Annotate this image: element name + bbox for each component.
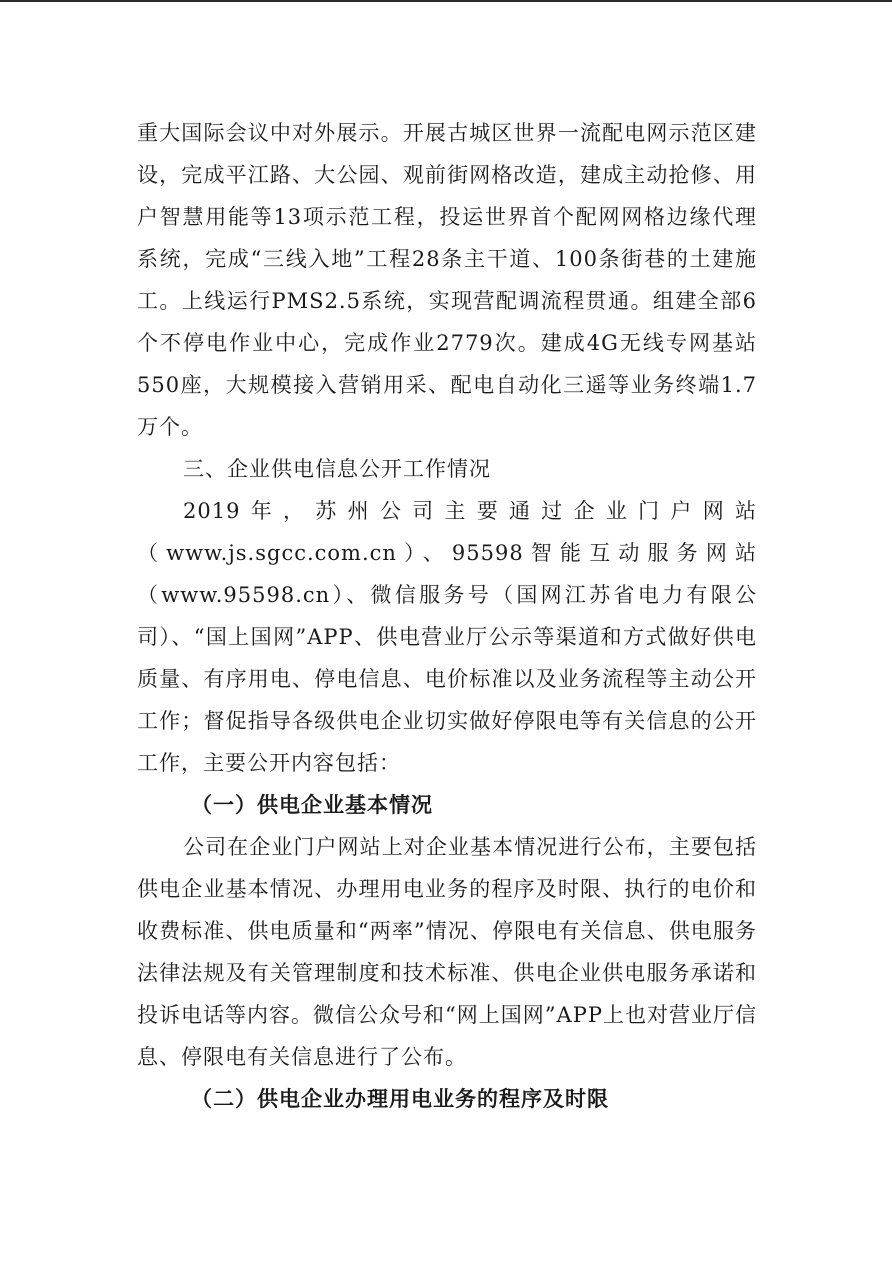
subheading-business-procedures: （二）供电企业办理用电业务的程序及时限 bbox=[191, 1086, 609, 1111]
section-heading-3: 三、企业供电信息公开工作情况 bbox=[183, 457, 491, 481]
body-paragraph-basic-info: 公司在企业门户网站上对企业基本情况进行公布，主要包括供电企业基本情况、办理用电业务的程序及时限、执行的电价和收费标准、供电质量和“两率”情况、停限电有关信息、供电服务法律法规及有关管理制度和技术标准、供电企业供电服务承诺和投诉电话等内容。微信公众号和“网上国网”APP上也对营业厅信息、停限电有关信息进行了公布。 bbox=[137, 835, 757, 1069]
document-page bbox=[137, 112, 757, 1120]
body-paragraph-disclosure-channels: 2019年，苏州公司主要通过企业门户网站（www.js.sgcc.com.cn）、95598智能互动服务网站（www.95598.cn）、微信服务号（国网江苏省电力有限公司）、“国上国网”APP、供电营业厅公示等渠道和方式做好供电质量、有序用电、停电信息、电价标准以及业务流程等主动公开工作；督促指导各级供电企业切实做好停限电等有关信息的公开工作，主要公开内容包括： bbox=[137, 499, 757, 775]
page-top-border bbox=[0, 0, 892, 2]
body-paragraph-continued: 重大国际会议中对外展示。开展古城区世界一流配电网示范区建设，完成平江路、大公园、观前街网格改造，建成主动抢修、用户智慧用能等13项示范工程，投运世界首个配网网格边缘代理系统，完成“三线入地”工程28条主干道、100条街巷的土建施工。上线运行PMS2.5系统，实现营配调流程贯通。组建全部6个不停电作业中心，完成作业2779次。建成4G无线专网基站550座，大规模接入营销用采、配电自动化三遥等业务终端1.7万个。 bbox=[137, 121, 757, 439]
subheading-basic-info: （一）供电企业基本情况 bbox=[191, 792, 433, 817]
